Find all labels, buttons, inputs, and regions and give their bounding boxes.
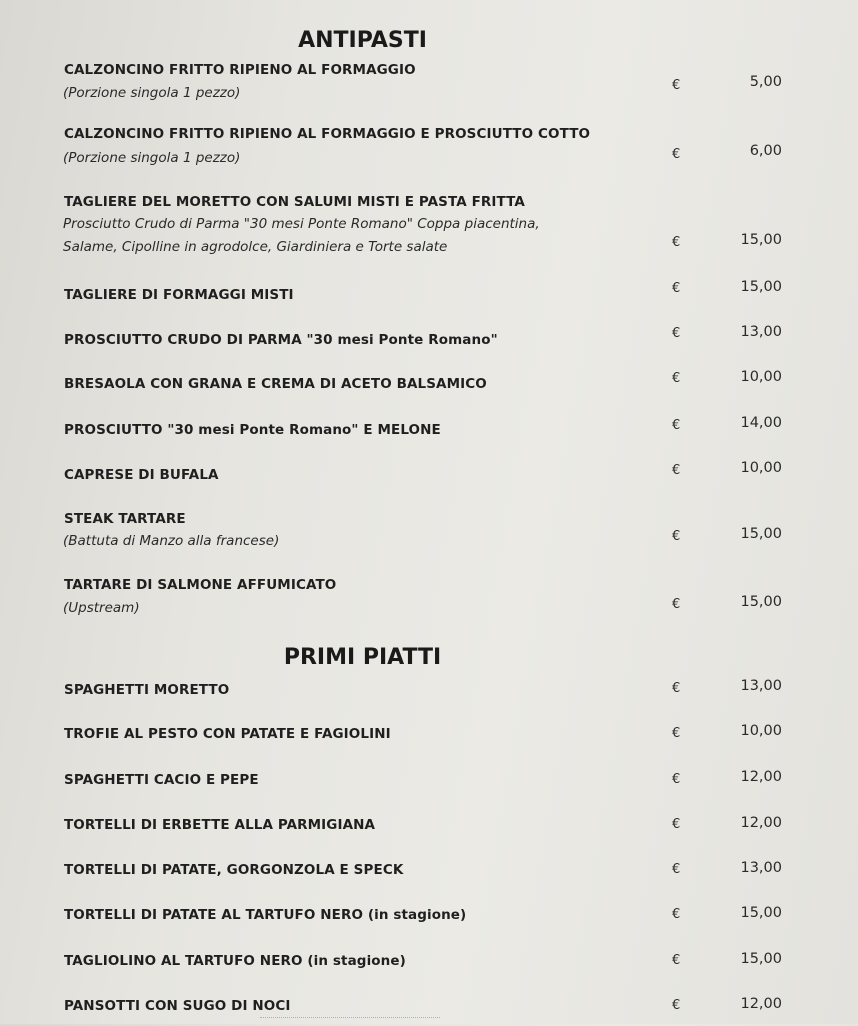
item-currency: €	[672, 529, 681, 544]
item-description: (Porzione singola 1 pezzo)	[63, 150, 241, 166]
item-name: PANSOTTI CON SUGO DI NOCI	[64, 998, 291, 1014]
item-description: (Upstream)	[63, 600, 140, 616]
item-description: (Porzione singola 1 pezzo)	[63, 85, 241, 101]
item-name: SPAGHETTI MORETTO	[64, 682, 230, 698]
item-name: CALZONCINO FRITTO RIPIENO AL FORMAGGIO E PROSCIUTTO COTTO	[64, 126, 591, 142]
item-price: 10,00	[740, 460, 782, 476]
item-currency: €	[672, 597, 681, 612]
cropped-text-edge	[260, 1017, 440, 1026]
item-name: TARTARE DI SALMONE AFFUMICATO	[64, 577, 337, 593]
item-price: 13,00	[740, 678, 782, 694]
item-currency: €	[672, 326, 681, 341]
item-currency: €	[672, 418, 681, 433]
item-price: 15,00	[740, 232, 782, 248]
item-price: 10,00	[740, 723, 782, 739]
item-price: 15,00	[740, 279, 782, 295]
section-title-primi-piatti: PRIMI PIATTI	[283, 645, 442, 670]
item-name: TAGLIERE DI FORMAGGI MISTI	[64, 287, 294, 303]
item-currency: €	[672, 147, 681, 162]
item-currency: €	[672, 463, 681, 478]
item-currency: €	[672, 772, 681, 787]
item-name: TORTELLI DI PATATE, GORGONZOLA E SPECK	[64, 862, 404, 878]
item-description: Salame, Cipolline in agrodolce, Giardiniera e Torte salate	[63, 239, 448, 255]
item-price: 15,00	[740, 594, 782, 610]
item-currency: €	[672, 371, 681, 386]
item-price: 14,00	[740, 415, 782, 431]
item-price: 15,00	[740, 526, 782, 542]
item-name: PROSCIUTTO CRUDO DI PARMA "30 mesi Ponte Romano"	[64, 332, 498, 348]
item-price: 13,00	[740, 860, 782, 876]
item-name: STEAK TARTARE	[64, 511, 186, 527]
item-name: BRESAOLA CON GRANA E CREMA DI ACETO BALSAMICO	[64, 376, 487, 392]
item-price: 10,00	[740, 369, 782, 385]
item-name: SPAGHETTI CACIO E PEPE	[64, 772, 259, 788]
item-name: TAGLIERE DEL MORETTO CON SALUMI MISTI E PASTA FRITTA	[64, 194, 525, 210]
item-name: TORTELLI DI PATATE AL TARTUFO NERO (in stagione)	[64, 907, 467, 923]
item-price: 12,00	[740, 815, 782, 831]
item-price: 12,00	[740, 996, 782, 1012]
item-price: 6,00	[749, 143, 782, 159]
item-price: 15,00	[740, 905, 782, 921]
item-name: TROFIE AL PESTO CON PATATE E FAGIOLINI	[64, 726, 391, 742]
item-currency: €	[672, 817, 681, 832]
item-name: TORTELLI DI ERBETTE ALLA PARMIGIANA	[64, 817, 376, 833]
item-price: 13,00	[740, 324, 782, 340]
item-currency: €	[672, 726, 681, 741]
section-title-antipasti: ANTIPASTI	[298, 28, 427, 53]
item-name: CALZONCINO FRITTO RIPIENO AL FORMAGGIO	[64, 62, 416, 78]
item-currency: €	[672, 681, 681, 696]
item-price: 5,00	[749, 74, 782, 90]
item-description: Prosciutto Crudo di Parma "30 mesi Ponte Romano" Coppa piacentina,	[63, 216, 540, 232]
item-name: CAPRESE DI BUFALA	[64, 467, 219, 483]
item-currency: €	[672, 953, 681, 968]
item-name: PROSCIUTTO "30 mesi Ponte Romano" E MELONE	[64, 422, 441, 438]
item-name: TAGLIOLINO AL TARTUFO NERO (in stagione)	[64, 953, 406, 969]
item-price: 15,00	[740, 951, 782, 967]
item-description: (Battuta di Manzo alla francese)	[63, 533, 280, 549]
item-currency: €	[672, 78, 681, 93]
item-currency: €	[672, 235, 681, 250]
item-currency: €	[672, 862, 681, 877]
item-currency: €	[672, 281, 681, 296]
item-currency: €	[672, 907, 681, 922]
item-price: 12,00	[740, 769, 782, 785]
item-currency: €	[672, 998, 681, 1013]
